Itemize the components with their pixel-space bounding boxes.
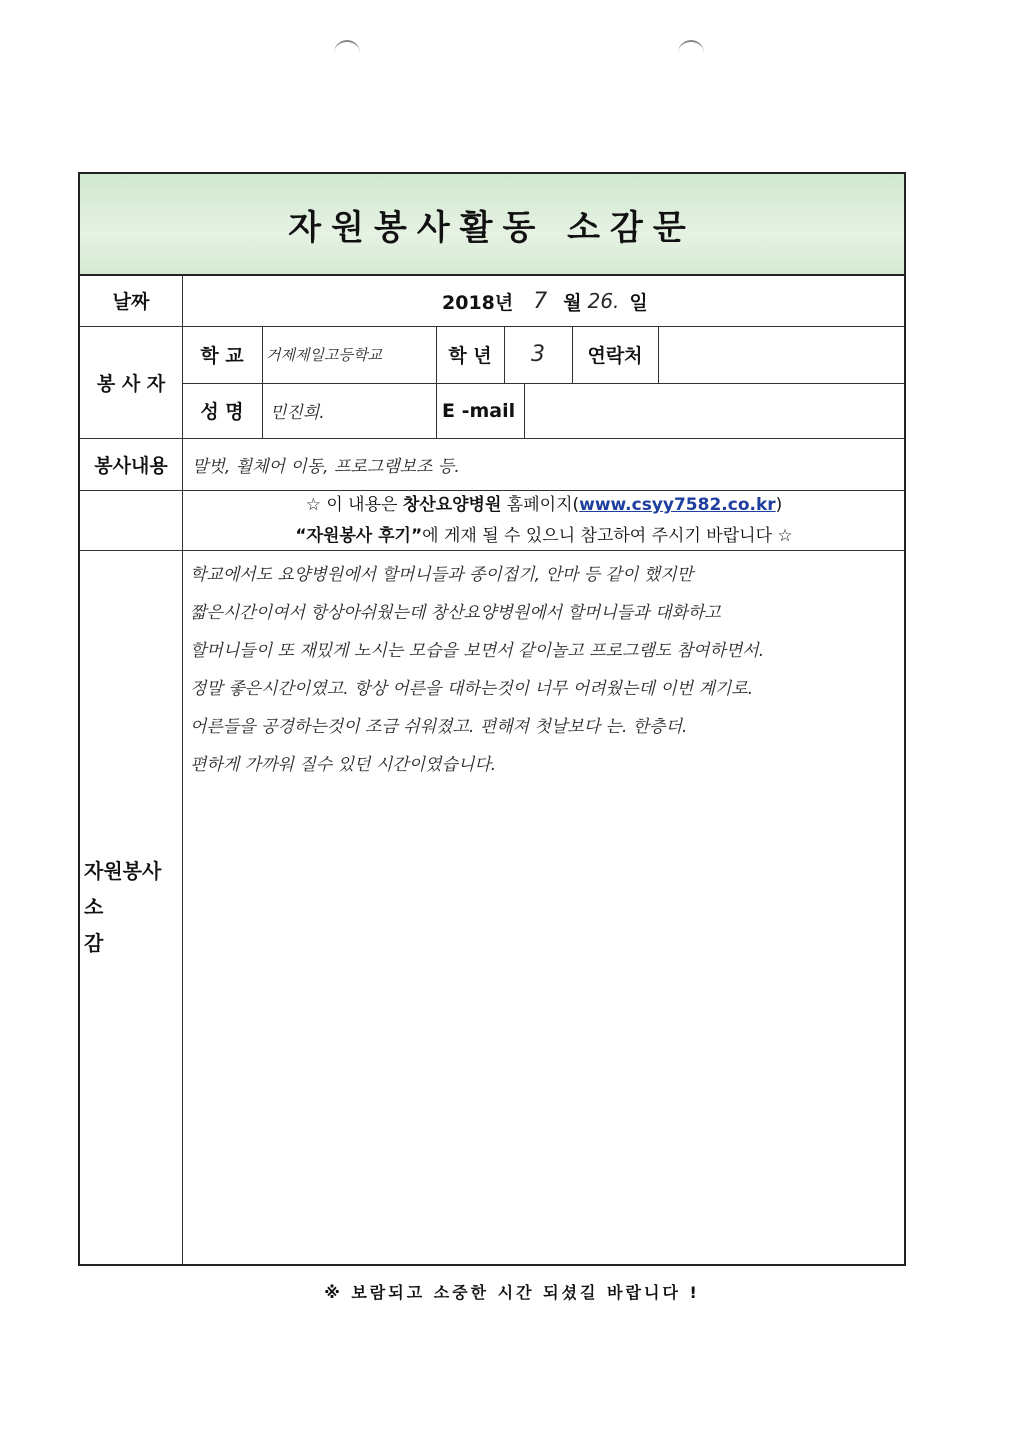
date-day-unit: 일 bbox=[629, 291, 648, 314]
contact-value bbox=[658, 326, 904, 383]
notice-line-2-text: 에 게재 될 수 있으니 참고하여 주시기 바랍니다 ☆ bbox=[422, 526, 793, 546]
content-label: 봉사내용 bbox=[94, 454, 168, 477]
email-value bbox=[524, 383, 904, 438]
date-value bbox=[442, 286, 742, 316]
impression-line: 정말 좋은시간이였고. 항상 어른을 대하는것이 너무 어려웠는데 이번 계기로. bbox=[190, 679, 754, 699]
hospital-name: 창산요양병원 bbox=[402, 495, 502, 515]
notice-mid: 홈페이지( bbox=[506, 495, 580, 515]
impressions-text bbox=[190, 556, 902, 856]
date-label: 날짜 bbox=[112, 290, 150, 313]
date-day: 26. bbox=[587, 289, 620, 313]
content-value: 말벗, 휠체어 이동, 프로그램보조 등. bbox=[192, 456, 460, 477]
grade-value: 3 bbox=[531, 342, 545, 367]
impressions-label-line-1: 자원봉사 bbox=[84, 859, 162, 883]
punch-hole-left bbox=[334, 40, 360, 56]
notice-line-1 bbox=[184, 490, 904, 521]
punch-hole-right bbox=[678, 40, 704, 56]
impression-line: 어른들을 공경하는것이 조금 쉬워졌고. 편해져 첫날보다 는. 한층더. bbox=[190, 717, 688, 737]
name-label: 성 명 bbox=[200, 401, 244, 423]
notice-prefix: ☆ 이 내용은 bbox=[305, 495, 398, 515]
contact-label: 연락처 bbox=[587, 345, 643, 367]
notice-suffix: ) bbox=[775, 495, 783, 515]
impression-line: 학교에서도 요양병원에서 할머니들과 종이접기, 안마 등 같이 했지만 bbox=[190, 565, 694, 585]
volunteer-form bbox=[78, 172, 906, 1266]
footer-message: ※ 보람되고 소중한 시간 되셨길 바랍니다 ! bbox=[324, 1283, 700, 1302]
name-value: 민진희. bbox=[270, 403, 325, 423]
impression-line: 편하게 가까워 질수 있던 시간이였습니다. bbox=[190, 755, 497, 775]
volunteer-label: 봉 사 자 bbox=[96, 372, 166, 395]
impressions-label-line-2: 소 감 bbox=[84, 895, 134, 955]
impressions-label bbox=[80, 550, 182, 1264]
title-row bbox=[80, 174, 904, 276]
date-year: 2018년 bbox=[442, 291, 514, 314]
cell-divider bbox=[262, 326, 263, 438]
notice bbox=[184, 490, 904, 550]
school-label: 학 교 bbox=[200, 345, 244, 367]
impression-line: 할머니들이 또 재밌게 노시는 모습을 보면서 같이놀고 프로그램도 참여하면서. bbox=[190, 641, 765, 661]
form-title: 자원봉사활동 소감문 bbox=[288, 207, 696, 248]
review-label: “자원봉사 후기” bbox=[295, 526, 423, 546]
notice-line-2 bbox=[184, 521, 904, 552]
date-month-unit: 월 bbox=[563, 291, 582, 314]
school-value: 거제제일고등학교 bbox=[266, 346, 382, 364]
homepage-link[interactable]: www.csyy7582.co.kr bbox=[579, 495, 776, 515]
grade-label: 학 년 bbox=[448, 345, 492, 367]
date-month: 7 bbox=[533, 288, 548, 314]
email-label: E -mail bbox=[442, 399, 516, 422]
impression-line: 짧은시간이여서 항상아쉬웠는데 창산요양병원에서 할머니들과 대화하고 bbox=[190, 603, 721, 623]
